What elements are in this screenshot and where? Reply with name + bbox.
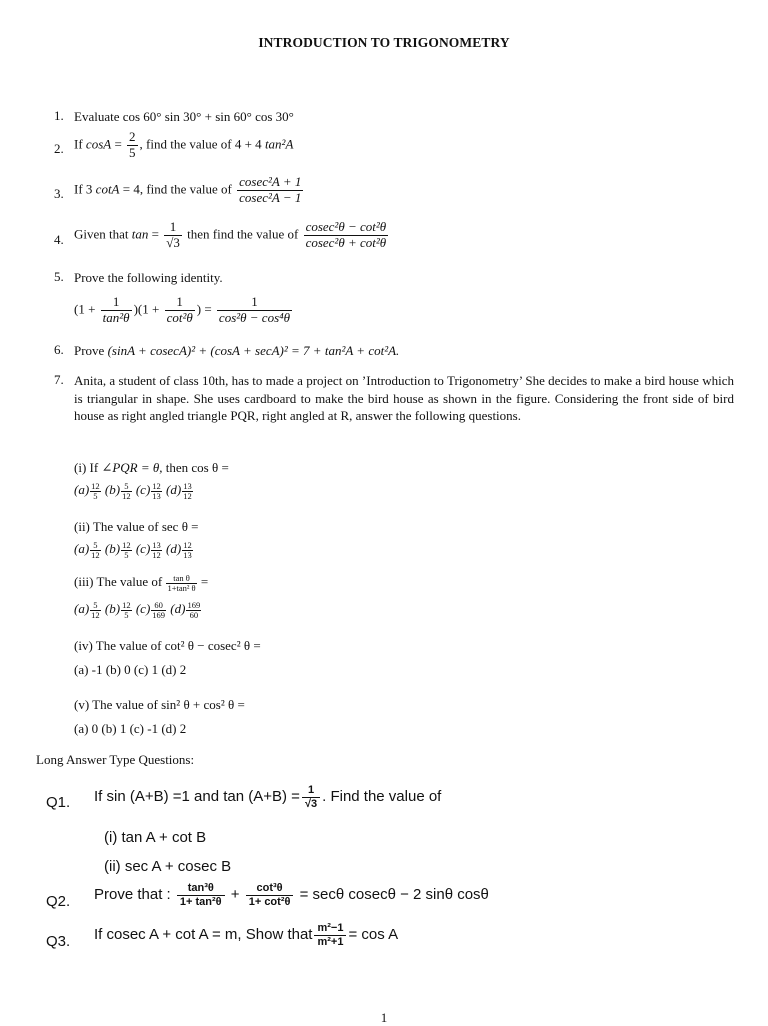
fraction: $\frac{1}{\text{tan²θ}}$ [102,294,130,325]
subquestion-iii: (iii) The value of $\frac{\text{tan θ}}{\text{1+tan² θ}}$ = [74,572,209,593]
question-number: 5. [54,269,64,284]
question-number: 2. [54,141,64,156]
options-iv: (a) -1 (b) 0 (c) 1 (d) 2 [74,662,187,677]
question-text: Evaluate cos 60° sin 30° + sin 60° cos 30° [74,109,294,124]
options-ii: (a) $\frac{5}{12}$ (b) $\frac{12}{5}$ (c) $\frac{13}{12}$ (d) $\frac{12}{13}$ [74,539,192,560]
question-text: Prove the following identity. [74,270,223,285]
question-label: Q1. [46,794,71,811]
subquestion-v: (v) The value of sin² θ + cos² θ = [74,697,245,712]
question-number: 1. [54,108,64,123]
question-text: Prove that : $\frac{\text{tan³θ}}{\text{1+ tan²θ}}$ + $\frac{\text{cot³θ}}{\text{1+ cot²θ}}$ = secθ cosecθ − 2 sinθ cosθ [94,882,489,908]
options-iii: (a) $\frac{5}{12}$ (b) $\frac{12}{5}$ (c) $\frac{60}{169}$ (d) $\frac{169}{60}$ [74,599,201,620]
fraction: $\frac{\text{cosec²θ − cot²θ}}{\text{cosec²θ + cot²θ}}$ [305,219,387,250]
question-number: 6. [54,342,64,357]
page-number: 1 [380,1010,388,1025]
subquestion-iv: (iv) The value of cot² θ − cosec² θ = [74,638,261,653]
fraction: $\frac{1}{\text{cot²θ}}$ [166,294,193,325]
fraction: $\frac{1}{√3}$ [166,219,180,250]
question-text: If 3 cotA = 4, find the value of $\frac{\text{cosec²A + 1}}{\text{cosec²A − 1}}$ [74,174,302,205]
question-number: 3. [54,186,64,201]
question-text: If sin (A+B) =1 and tan (A+B) = $\frac{1}{√3}$ . Find the value of [94,784,442,810]
question-part: (ii) sec A + cosec B [104,858,232,875]
question-number: 4. [54,232,64,247]
identity-expression: (1 + $\frac{1}{\text{tan²θ}}$ )(1 + $\frac{1}{\text{cot²θ}}$ ) = $\frac{1}{\text{cos²θ − cos⁴θ}}$ [74,294,291,325]
section-heading: Long Answer Type Questions: [36,752,195,767]
question-label: Q3. [46,933,71,950]
subquestion-i: (i) If ∠PQR = θ, then cos θ = [74,460,229,475]
question-text: Prove (sinA + cosecA)² + (cosA + secA)² = 7 + tan²A + cot²A. [74,343,400,358]
question-text: If cosA = $\frac{2}{5}$ , find the value of 4 + 4 tan²A [74,129,294,160]
question-part: (i) tan A + cot B [104,829,207,846]
question-text: If cosec A + cot A = m, Show that $\frac{\text{m²−1}}{\text{m²+1}}$ = cos A [94,922,399,948]
fraction: $\frac{2}{5}$ [129,129,136,160]
question-label: Q2. [46,893,71,910]
case-study-paragraph: Anita, a student of class 10th, has to made a project on ’Introduction to Trigonometry’ She decides to make a bird house which is triangular in shape. She uses cardboard to make the bird house as shown in the figure. Considering the front side of bird house as right angled triangle PQR, right angled at R, answer the following questions. [74,373,734,423]
fraction: $\frac{1}{\text{cos²θ − cos⁴θ}}$ [218,294,291,325]
question-text: Given that tan = $\frac{1}{√3}$ then find the value of $\frac{\text{cosec²θ − cot²θ}}{\text{cosec²θ + cot²θ}}$ [74,219,387,250]
subquestion-ii: (ii) The value of sec θ = [74,519,199,534]
options-v: (a) 0 (b) 1 (c) -1 (d) 2 [74,721,187,736]
fraction: $\frac{\text{cosec²A + 1}}{\text{cosec²A − 1}}$ [239,174,302,205]
page-title: INTRODUCTION TO TRIGONOMETRY [258,35,510,50]
options-i: (a) $\frac{12}{5}$ (b) $\frac{5}{12}$ (c) $\frac{12}{13}$ (d) $\frac{13}{12}$ [74,480,192,501]
question-number: 7. [54,372,64,387]
